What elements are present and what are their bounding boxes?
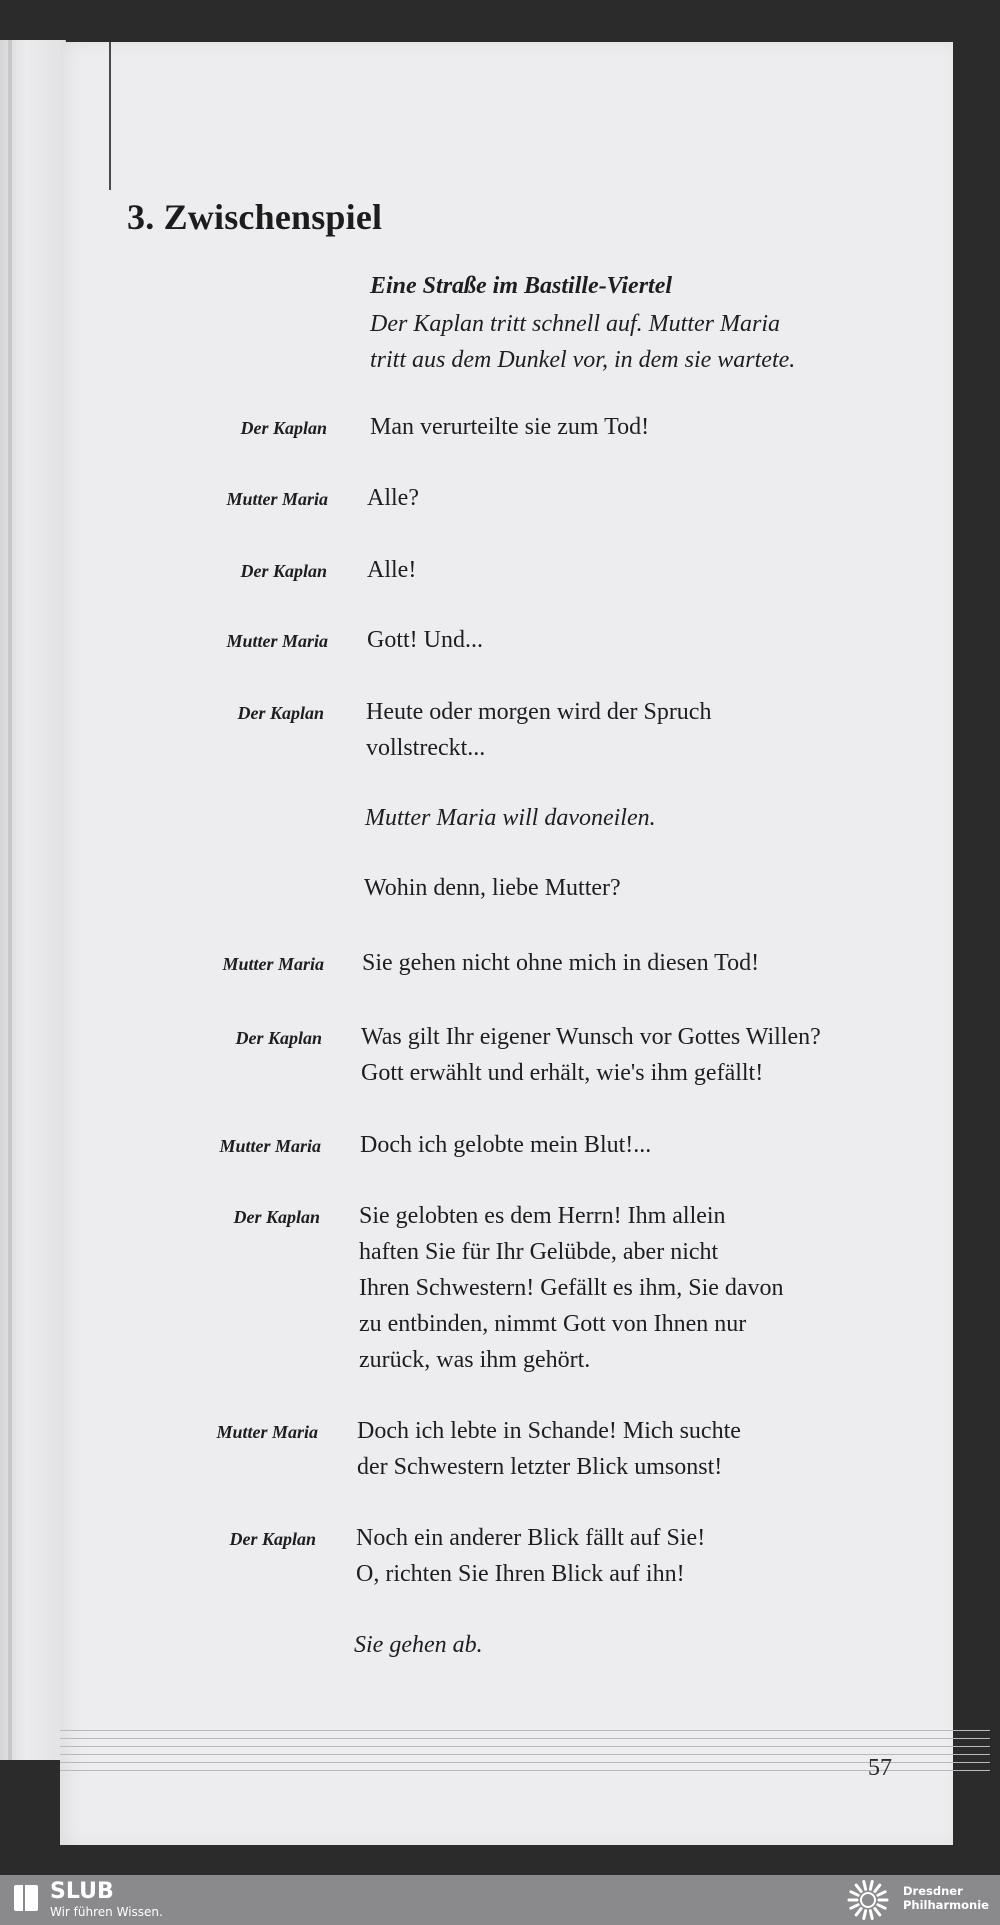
logo-ray	[864, 1911, 866, 1919]
speaker-name: Der Kaplan	[240, 561, 327, 581]
speaker-name: Der Kaplan	[240, 418, 327, 438]
dialogue-line: O, richten Sie Ihren Blick auf ihn!	[356, 1561, 685, 1587]
dialogue-line: Sie gehen nicht ohne mich in diesen Tod!	[362, 950, 760, 976]
logo-ray	[875, 1909, 880, 1915]
dialogue-line: haften Sie für Ihr Gelübde, aber nicht	[359, 1239, 719, 1265]
dialogue-line: Noch ein anderer Blick fällt auf Sie!	[356, 1525, 706, 1551]
stage-direction: Sie gehen ab.	[354, 1632, 483, 1658]
section-heading: 3. Zwischenspiel	[127, 197, 383, 237]
partner-name-line1: Dresdner	[903, 1884, 963, 1898]
partner-name[interactable]	[903, 1884, 989, 1912]
speaker-name: Der Kaplan	[237, 703, 324, 723]
library-name[interactable]: SLUB	[50, 1879, 114, 1904]
logo-ray	[878, 1905, 885, 1908]
previous-page-edge	[0, 40, 66, 1760]
dialogue-line: zu entbinden, nimmt Gott von Ihnen nur	[359, 1311, 747, 1337]
library-slogan: Wir führen Wissen.	[50, 1905, 163, 1919]
dialogue-line: Gott! Und...	[367, 627, 483, 653]
dialogue-line: Sie gelobten es dem Herrn! Ihm allein	[359, 1203, 726, 1229]
partner-name-line2: Philharmonie	[903, 1898, 989, 1912]
decorative-staff-lines	[60, 1730, 990, 1780]
logo-ray	[856, 1909, 861, 1915]
speaker-name: Der Kaplan	[229, 1529, 316, 1549]
logo-ray	[856, 1885, 861, 1891]
dialogue-line: Alle!	[367, 557, 417, 583]
dialogue-line: Heute oder morgen wird der Spruch	[366, 699, 712, 725]
speaker-name: Mutter Maria	[226, 631, 328, 651]
dialogue-line: Gott erwählt und erhält, wie's ihm gefällt!	[361, 1060, 764, 1086]
stage-direction: tritt aus dem Dunkel vor, in dem sie wartete.	[370, 347, 796, 373]
dialogue-line: Was gilt Ihr eigener Wunsch vor Gottes Willen?	[361, 1024, 821, 1050]
dialogue-line: Doch ich gelobte mein Blut!...	[360, 1132, 652, 1158]
logo-ray	[864, 1882, 866, 1890]
logo-ray	[851, 1905, 858, 1908]
dialogue-line: Doch ich lebte in Schande! Mich suchte	[357, 1418, 741, 1444]
speaker-name: Mutter Maria	[226, 489, 328, 509]
logo-ray	[870, 1882, 872, 1890]
stage-direction: Mutter Maria will davoneilen.	[365, 805, 656, 831]
speaker-name: Mutter Maria	[219, 1136, 321, 1156]
speaker-name: Mutter Maria	[216, 1422, 318, 1442]
speaker-name: Der Kaplan	[235, 1028, 322, 1048]
logo-ray	[878, 1892, 885, 1895]
dialogue-line: Man verurteilte sie zum Tod!	[370, 414, 650, 440]
logo-ray	[851, 1892, 858, 1895]
dialogue-line: Wohin denn, liebe Mutter?	[364, 875, 621, 901]
page-number: 57	[868, 1755, 892, 1781]
stage-direction: Eine Straße im Bastille-Viertel	[370, 273, 673, 299]
dialogue-line: zurück, was ihm gehört.	[359, 1347, 591, 1373]
speaker-name: Der Kaplan	[233, 1207, 320, 1227]
dialogue-line: der Schwestern letzter Blick umsonst!	[357, 1454, 723, 1480]
speaker-name: Mutter Maria	[222, 954, 324, 974]
logo-ray	[875, 1885, 880, 1891]
dialogue-line: vollstreckt...	[366, 735, 486, 761]
binding-shadow-line	[109, 42, 111, 190]
dialogue-line: Ihren Schwestern! Gefällt es ihm, Sie davon	[359, 1275, 784, 1301]
page-fold	[8, 40, 12, 1760]
footer-bar	[0, 1875, 1000, 1925]
sunburst-logo-icon	[842, 1879, 894, 1921]
logo-ray	[870, 1911, 872, 1919]
stage-direction: Der Kaplan tritt schnell auf. Mutter Maria	[370, 311, 780, 337]
slub-book-icon	[14, 1885, 38, 1911]
dialogue-line: Alle?	[367, 485, 419, 511]
